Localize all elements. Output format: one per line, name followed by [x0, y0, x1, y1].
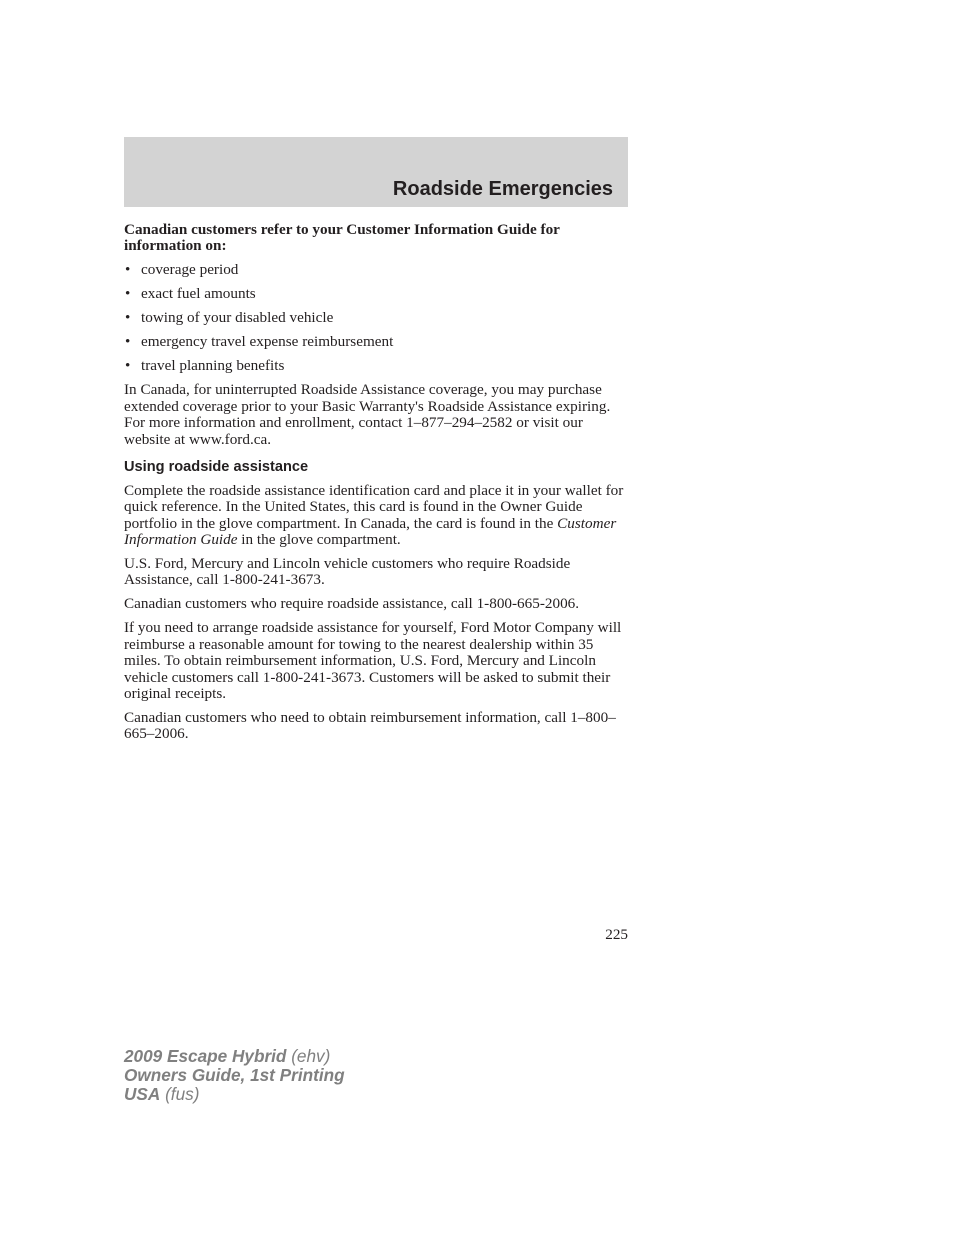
list-item: [124, 262, 628, 278]
list-item: [124, 310, 628, 326]
subsection-heading: Using roadside assistance: [124, 458, 309, 475]
footer-model-code: (ehv): [286, 1046, 331, 1066]
id-card-paragraph: [124, 483, 628, 549]
footer-market-code: (fus): [160, 1084, 200, 1104]
id-card-text-start: Complete the roadside assistance identification card and place it in your wallet for quick reference. In the United States, this card is found in the Owner Guide portfolio in the glove compartment. In Canada, the card is found in the: [124, 481, 624, 532]
footer-printing: Owners Guide, 1st Printing: [124, 1065, 345, 1085]
reimbursement-paragraph: If you need to arrange roadside assistance for yourself, Ford Motor Company will reimburse a reasonable amount for towing to the nearest dealership within 35 miles. To obtain reimbursement information, U.S. Ford, Mercury and Lincoln vehicle customers call 1-800-241-3673. Customers will be asked to submit their original receipts.: [124, 619, 622, 703]
footer-market: USA: [124, 1084, 161, 1104]
section-header-band: [124, 137, 628, 207]
list-item-text: emergency travel expense reimbursement: [141, 333, 394, 351]
canada-reimbursement-paragraph: Canadian customers who need to obtain reimbursement information, call 1–800–665–2006.: [124, 709, 616, 743]
bullet-icon: •: [125, 357, 131, 375]
list-item-text: towing of your disabled vehicle: [141, 309, 334, 327]
list-item-text: travel planning benefits: [141, 357, 285, 375]
canada-assistance-paragraph: Canadian customers who require roadside assistance, call 1-800-665-2006.: [124, 595, 580, 613]
bullet-icon: •: [125, 285, 131, 303]
footer-line-model: [124, 1047, 345, 1066]
list-item-text: coverage period: [141, 261, 239, 279]
bullet-icon: •: [125, 333, 131, 351]
canada-coverage-paragraph: In Canada, for uninterrupted Roadside Assistance coverage, you may purchase extended coverage prior to your Basic Warranty's Roadside Assistance expiring. For more information and enrollment, contact 1–877–294–2582 or visit our website at www.ford.ca.: [124, 381, 611, 448]
section-title: Roadside Emergencies: [392, 178, 613, 200]
list-item: [124, 334, 628, 350]
page-content: [124, 220, 628, 750]
list-item: [124, 358, 628, 374]
list-item: [124, 286, 628, 302]
bullet-icon: •: [125, 309, 131, 327]
footer-model-name: 2009 Escape Hybrid: [124, 1046, 287, 1066]
us-assistance-paragraph: U.S. Ford, Mercury and Lincoln vehicle customers who require Roadside Assistance, call 1-800-241-3673.: [124, 555, 571, 589]
intro-lead-text: Canadian customers refer to your Customer Information Guide for information on:: [124, 221, 560, 255]
footer-line-market: [124, 1085, 345, 1104]
document-footer: [124, 1047, 345, 1104]
list-item-text: exact fuel amounts: [141, 285, 256, 303]
bullet-icon: •: [125, 261, 131, 279]
page-number: 225: [605, 926, 628, 943]
guide-title-italic: Customer Information Guide: [124, 514, 617, 549]
info-bullet-list: [124, 262, 628, 374]
footer-line-printing: [124, 1066, 345, 1085]
id-card-text-end: in the glove compartment.: [237, 531, 401, 549]
